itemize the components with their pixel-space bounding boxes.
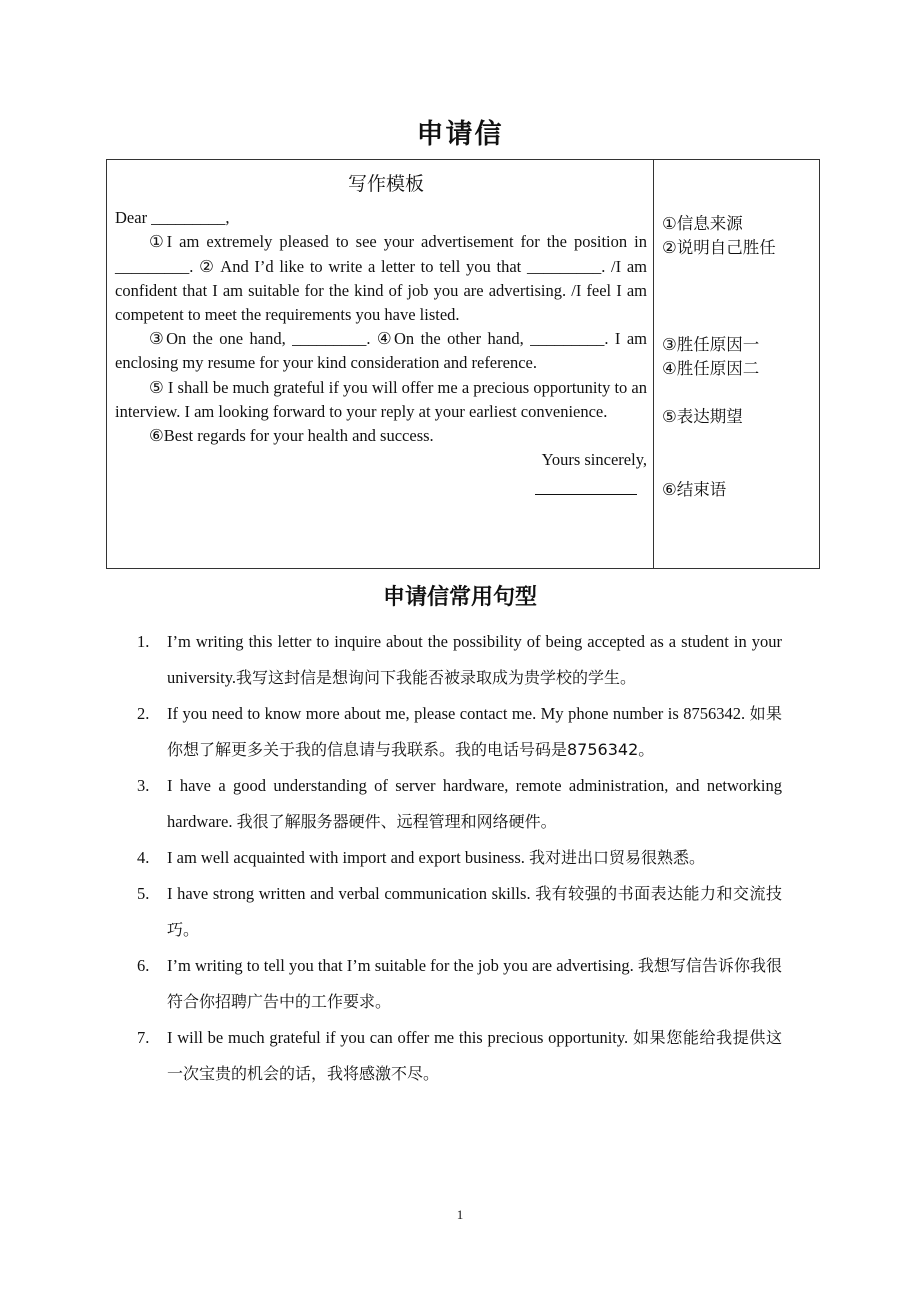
list-item — [137, 840, 782, 876]
list-item — [137, 768, 782, 840]
item-chinese: 我有较强的书面表达能力和交流技巧。 — [167, 884, 782, 939]
writing-template-table — [106, 159, 820, 569]
page-number: 1 — [456, 1207, 464, 1222]
item-chinese: 如果你想了解更多关于我的信息请与我联系。我的电话号码是8756342。 — [167, 704, 782, 759]
template-paragraph: ①I am extremely pleased to see your advertisement for the position in _________. ② And I’d like to write a letter to tell you that _________. /I am confident that I am suitable for the kind of job you are advertising. /I feel I am competent to meet the requirements you have listed. — [115, 232, 647, 325]
signature-line — [115, 472, 647, 502]
note-item: ②说明自己胜任 — [662, 238, 776, 257]
template-paragraph: ⑤ I shall be much grateful if you will offer me a precious opportunity to an interview. I am looking forward to your reply at your earliest convenience. — [115, 377, 647, 421]
list-item — [137, 624, 782, 696]
template-content — [115, 170, 647, 503]
item-english: I’m writing this letter to inquire about the possibility of being accepted as a student in your university. — [167, 632, 782, 687]
note-item: ④胜任原因二 — [662, 359, 760, 378]
list-item — [137, 948, 782, 1020]
list-item — [137, 696, 782, 768]
note-item: ③胜任原因一 — [662, 335, 760, 354]
list-item — [137, 876, 782, 948]
item-english: If you need to know more about me, please contact me. My phone number is 8756342. — [167, 704, 750, 723]
item-english: I have strong written and verbal communication skills. — [167, 884, 536, 903]
template-greeting: Dear _________, — [115, 208, 230, 228]
item-chinese: 我写这封信是想询问下我能否被录取成为贵学校的学生。 — [236, 668, 637, 687]
template-heading: 写作模板 — [347, 173, 424, 195]
item-number: 3. — [137, 776, 150, 795]
item-number: 2. — [137, 704, 150, 723]
note-item: ①信息来源 — [662, 214, 743, 233]
note-item: ⑥结束语 — [662, 480, 727, 499]
item-number: 4. — [137, 848, 150, 867]
note-item: ⑤表达期望 — [662, 407, 743, 426]
item-chinese: 我很了解服务器硬件、远程管理和网络硬件。 — [236, 812, 557, 831]
item-chinese: 我对进出口贸易很熟悉。 — [529, 848, 706, 867]
item-number: 1. — [137, 632, 150, 651]
template-paragraph: ③On the one hand, _________. ④On the other hand, _________. I am enclosing my resume for your kind consideration and reference. — [115, 329, 647, 373]
item-english: I am well acquainted with import and export business. — [167, 848, 530, 867]
item-number: 5. — [137, 884, 150, 903]
template-closing: Yours sincerely, — [541, 450, 647, 470]
item-english: I’m writing to tell you that I’m suitable for the job you are advertising. — [167, 956, 638, 975]
template-paragraph: ⑥Best regards for your health and success. — [149, 426, 434, 446]
list-item — [137, 1020, 782, 1092]
item-number: 6. — [137, 956, 150, 975]
item-chinese: 我想写信告诉你我很符合你招聘广告中的工作要求。 — [167, 956, 782, 1011]
sentence-list — [137, 624, 782, 1092]
item-number: 7. — [137, 1028, 150, 1047]
column-divider — [653, 160, 654, 568]
sentences-heading: 申请信常用句型 — [382, 585, 537, 610]
document-title: 申请信 — [416, 119, 504, 150]
item-english: I have a good understanding of server hardware, remote administration, and networking hardware. — [167, 776, 782, 831]
item-english: I will be much grateful if you can offer me this precious opportunity. — [167, 1028, 633, 1047]
item-chinese: 如果您能给我提供这一次宝贵的机会的话，我将感激不尽。 — [167, 1028, 782, 1083]
